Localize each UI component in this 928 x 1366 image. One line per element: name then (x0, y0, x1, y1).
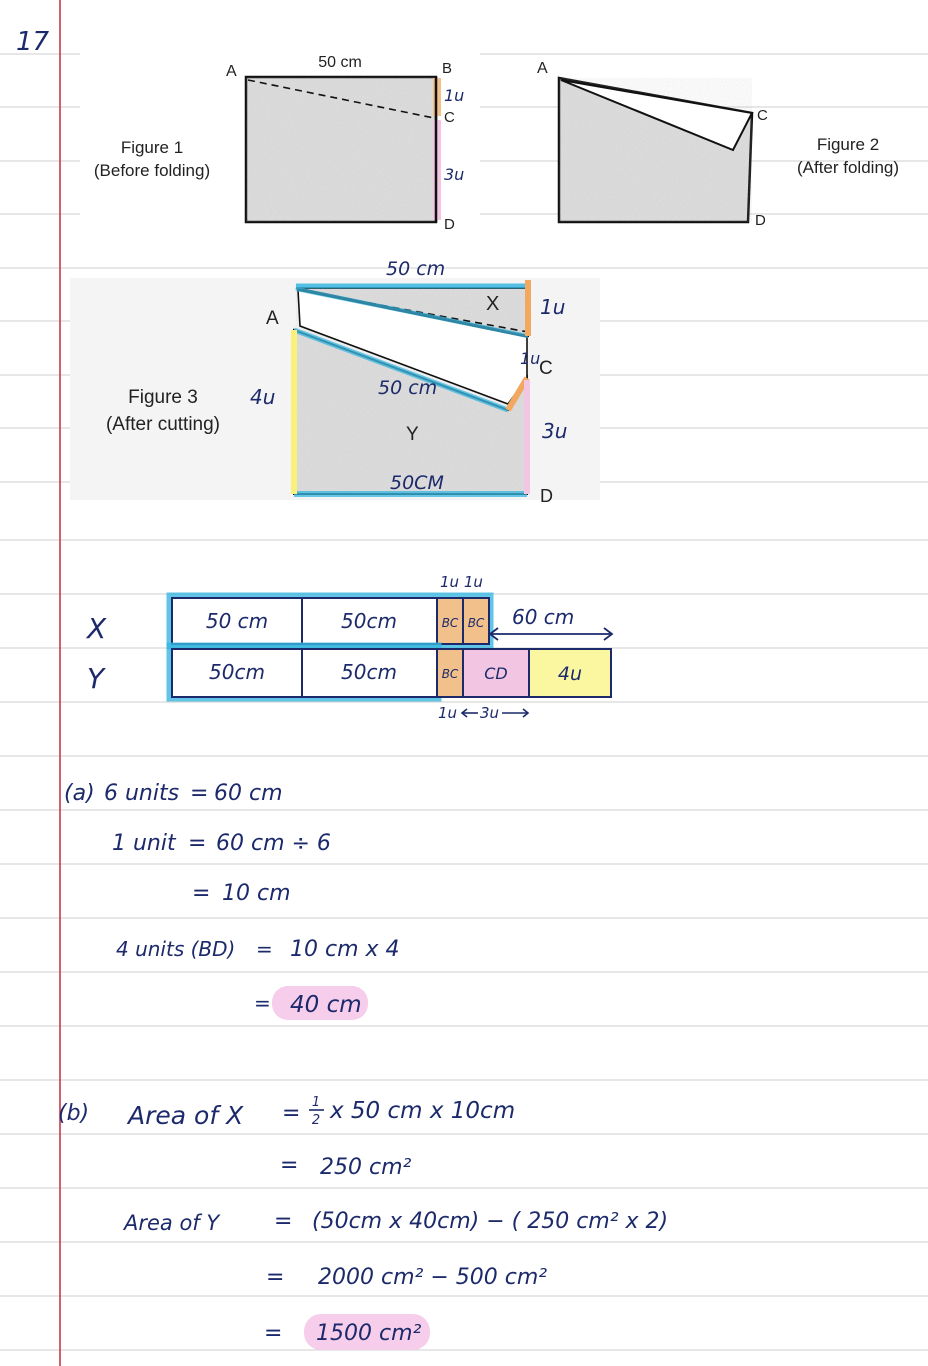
figure-1-point-b: B (442, 60, 453, 77)
part-a-label: (a) (64, 781, 95, 806)
figure-1 (80, 50, 480, 233)
part-a-answer: 40 cm (290, 992, 362, 1018)
figure-3-point-a: A (266, 308, 279, 329)
y-cell-4-label: CD (484, 664, 508, 683)
model-top-arrow-label: 60 cm (512, 605, 575, 629)
part-a-line1-right: 60 cm (214, 781, 283, 806)
figure-3-right-units: 3u (542, 419, 568, 443)
model-row-y-label: Y (87, 662, 105, 695)
figure-2-caption-line2: (After folding) (796, 158, 900, 177)
figure-1-top-length: 50 cm (318, 54, 362, 71)
figure-1-bc-units: 1u (444, 86, 465, 105)
part-b-line4-right: 2000 cm² − 500 cm² (318, 1265, 548, 1290)
figure-2-caption-line1: Figure 2 (816, 135, 880, 154)
figure-1-caption-line1: Figure 1 (120, 138, 184, 157)
part-b-line1-left: Area of X (128, 1101, 244, 1130)
part-b-fraction-num: 1 (311, 1095, 321, 1110)
part-a-line4-left: 4 units (BD) (116, 937, 236, 961)
figure-3-caption-line1: Figure 3 (128, 387, 198, 408)
part-a-line4-right: 10 cm x 4 (290, 937, 400, 962)
question-number: 17 (16, 27, 50, 57)
model-top-arrow (490, 628, 612, 640)
model-top-units: 1u 1u (440, 573, 483, 591)
figure-2-point-c: C (757, 107, 768, 124)
part-b-line5-eq: = (264, 1321, 283, 1346)
figure-1-caption-line2: (Before folding) (93, 161, 211, 180)
part-b-line2-right: 250 cm² (320, 1155, 412, 1180)
figure-1-point-a: A (226, 63, 237, 80)
figure-3-point-c: C (539, 358, 553, 379)
part-b-line1-eq: = (282, 1101, 301, 1126)
figure-2-point-a: A (537, 60, 548, 77)
figure-1-cd-units: 3u (444, 165, 465, 184)
figure-3-top-length: 50 cm (386, 258, 446, 280)
figure-3-c-units: 1u (520, 349, 541, 368)
y-cell-5-label: 4u (557, 663, 583, 685)
x-cell-4-label: BC (467, 616, 485, 630)
part-a-line3-eq: = (192, 881, 211, 906)
figure-3-bottom-length: 50CM (390, 472, 444, 494)
y-cell-1-label: 50cm (209, 660, 265, 684)
figure-3-region-y: Y (406, 424, 419, 445)
part-b-working (58, 1095, 668, 1350)
figure-1-point-d: D (444, 216, 455, 233)
figure-3 (70, 258, 600, 506)
figure-2 (537, 60, 899, 229)
figure-3-left-units: 4u (250, 385, 276, 409)
part-a-line5-eq: = (254, 991, 271, 1015)
figure-3-top-right-units: 1u (540, 295, 566, 319)
part-a-line1-left: 6 units (104, 781, 180, 806)
part-a-working (64, 781, 400, 1020)
part-b-answer: 1500 cm² (316, 1321, 422, 1346)
part-b-line3-eq: = (274, 1209, 293, 1234)
part-b-fraction (309, 1095, 324, 1128)
part-b-line1-right: x 50 cm x 10cm (330, 1098, 516, 1124)
figure-3-caption-line2: (After cutting) (105, 414, 221, 435)
figure-3-diagonal-length: 50 cm (378, 377, 438, 399)
part-b-line4-eq: = (266, 1265, 285, 1290)
part-b-line2-eq: = (280, 1153, 299, 1178)
part-a-line2-eq: = (188, 831, 207, 856)
figure-2-point-d: D (755, 212, 766, 229)
part-a-line4-eq: = (256, 937, 273, 961)
figure-3-point-d: D (540, 486, 553, 506)
part-b-label: (b) (58, 1101, 90, 1126)
part-a-line2-left: 1 unit (112, 831, 176, 856)
part-b-fraction-den: 2 (311, 1113, 321, 1128)
part-a-line3-right: 10 cm (222, 881, 291, 906)
part-b-line3-right: (50cm x 40cm) − ( 250 cm² x 2) (312, 1209, 669, 1234)
model-bottom-units: 1u (438, 704, 458, 722)
part-a-line2-right: 60 cm ÷ 6 (216, 831, 331, 856)
y-cell-2-label: 50cm (341, 660, 397, 684)
y-cell-3-label: BC (441, 667, 459, 681)
x-cell-3-label: BC (441, 616, 459, 630)
figure-1-point-c: C (444, 109, 455, 126)
model-row-x-label: X (87, 612, 107, 645)
model-bottom-arrow-label: 3u (480, 704, 500, 722)
ruled-lines (0, 54, 928, 1350)
x-cell-1-label: 50 cm (205, 609, 269, 633)
part-b-line3-left: Area of Y (124, 1211, 220, 1235)
figure-3-region-x: X (486, 293, 500, 315)
part-a-line1-eq: = (190, 781, 209, 806)
x-cell-2-label: 50cm (341, 609, 397, 633)
